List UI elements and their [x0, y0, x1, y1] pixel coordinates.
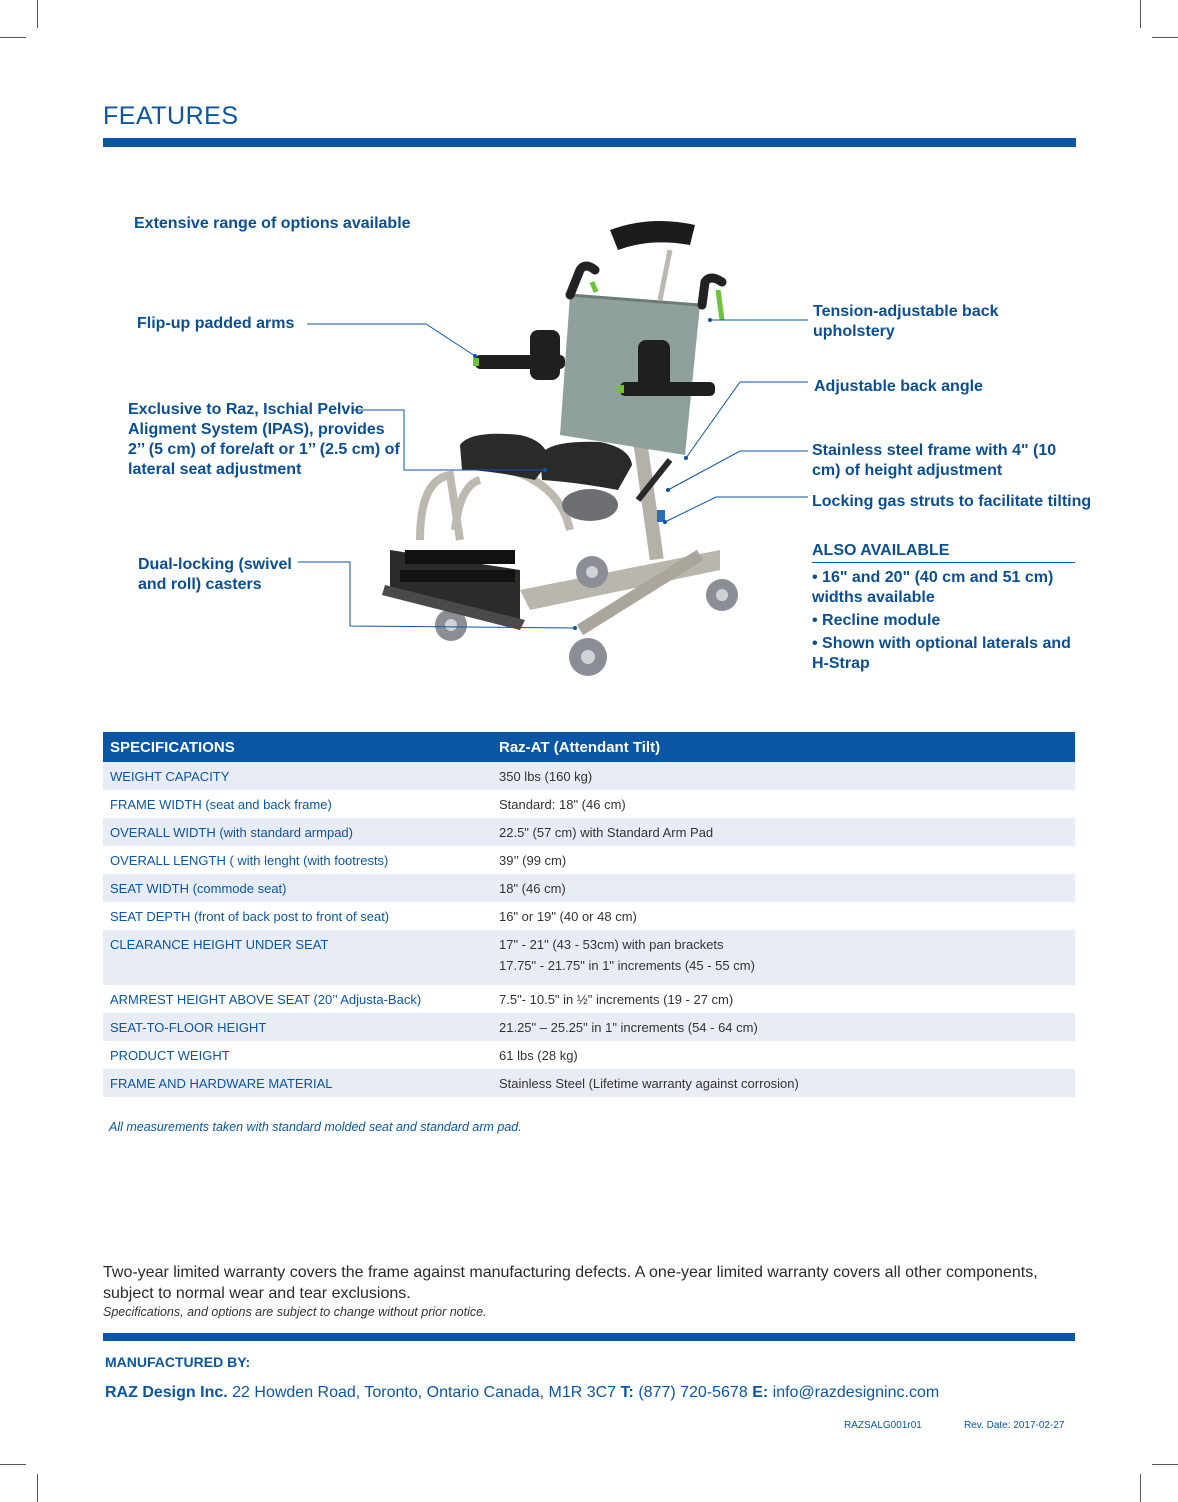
table-row — [103, 762, 1075, 790]
callout-stainless-frame: Stainless steel frame with 4" (10 cm) of height adjustment — [812, 442, 1057, 479]
also-available-item: • 16" and 20" (40 cm and 51 cm) widths available — [812, 569, 1054, 606]
revision-date: Rev. Date: 2017-02-27 — [964, 1420, 1065, 1431]
callout-flip-up-arms: Flip-up padded arms — [137, 315, 295, 332]
spec-value: 350 lbs (160 kg) — [492, 762, 1075, 790]
also-available-list — [812, 568, 1077, 677]
manufactured-by-title: MANUFACTURED BY: — [105, 1354, 251, 1370]
also-available-divider — [812, 562, 1075, 563]
change-notice: Specifications, and options are subject to change without prior notice. — [103, 1305, 487, 1319]
spec-label: FRAME WIDTH (seat and back frame) — [110, 796, 332, 812]
phone-label: T: — [620, 1384, 634, 1401]
callout-gas-struts: Locking gas struts to facilitate tilting — [812, 493, 1092, 510]
spec-value — [492, 930, 1075, 985]
manufacturer-contact-line — [105, 1384, 939, 1402]
company-name: RAZ Design Inc. — [105, 1384, 228, 1401]
spec-value-line: 17.75" - 21.75" in 1" increments (45 - 55 cm) — [499, 958, 755, 973]
footer-divider — [103, 1333, 1075, 1341]
features-title: FEATURES — [103, 102, 239, 130]
table-row — [103, 1041, 1075, 1069]
callout-casters: Dual-locking (swivel and roll) casters — [138, 556, 292, 593]
also-available-title: ALSO AVAILABLE — [812, 542, 950, 559]
spec-label: ARMREST HEIGHT ABOVE SEAT (20’’ Adjusta-Back) — [110, 991, 422, 1007]
spec-label: CLEARANCE HEIGHT UNDER SEAT — [103, 930, 492, 985]
spec-label: WEIGHT CAPACITY — [103, 762, 492, 790]
table-row — [103, 985, 1075, 1013]
table-row — [103, 1069, 1075, 1097]
table-row — [103, 930, 1075, 985]
email-address[interactable]: info@razdesigninc.com — [772, 1384, 940, 1401]
callout-back-upholstery: Tension-adjustable back upholstery — [813, 303, 999, 340]
spec-label: OVERALL WIDTH (with standard armpad) — [103, 818, 492, 846]
callout-ipas: Exclusive to Raz, Ischial Pelvic Aligment System (IPAS), provides 2’’ (5 cm) of fore/aft or 1’’ (2.5 cm) of lateral seat adjustment — [128, 401, 400, 478]
spec-value-line: 17" - 21" (43 - 53cm) with pan brackets — [499, 937, 724, 952]
email-label: E: — [752, 1384, 769, 1401]
table-row — [103, 818, 1075, 846]
table-header-row — [103, 732, 1075, 762]
spec-label: OVERALL LENGTH ( with lenght (with footrests) — [110, 852, 389, 868]
table-row — [103, 1013, 1075, 1041]
table-row — [103, 874, 1075, 902]
spec-label: SEAT DEPTH (front of back post to front of seat) — [110, 908, 390, 924]
spec-value: 61 lbs (28 kg) — [499, 1047, 578, 1063]
also-available-item: • Shown with optional laterals and H-Strap — [812, 635, 1071, 672]
spec-header-model: Raz-AT (Attendant Tilt) — [492, 732, 1075, 762]
spec-value: 22.5" (57 cm) with Standard Arm Pad — [492, 818, 1075, 846]
specifications-table — [103, 732, 1075, 1097]
callout-options: Extensive range of options available — [134, 215, 411, 232]
document-code: RAZSALG001r01 — [844, 1420, 922, 1431]
table-row — [103, 902, 1075, 930]
spec-label: FRAME AND HARDWARE MATERIAL — [103, 1069, 492, 1097]
company-address: 22 Howden Road, Toronto, Ontario Canada, M1R 3C7 — [232, 1384, 617, 1401]
callout-back-angle: Adjustable back angle — [814, 378, 983, 395]
spec-header-label: SPECIFICATIONS — [103, 732, 492, 762]
spec-label: PRODUCT WEIGHT — [110, 1047, 230, 1063]
warranty-text: Two-year limited warranty covers the frame against manufacturing defects. A one-year limited warranty covers all other components, subject to normal wear and tear exclusions. — [103, 1264, 1038, 1302]
spec-label: SEAT-TO-FLOOR HEIGHT — [103, 1013, 492, 1041]
table-row — [103, 846, 1075, 874]
phone-number: (877) 720-5678 — [638, 1384, 748, 1401]
spec-value: 7.5"- 10.5" in ½" increments (19 - 27 cm) — [499, 991, 734, 1007]
table-row — [103, 790, 1075, 818]
spec-value: Stainless Steel (Lifetime warranty against corrosion) — [492, 1069, 1075, 1097]
spec-value: Standard: 18" (46 cm) — [499, 796, 626, 812]
measurements-note: All measurements taken with standard molded seat and standard arm pad. — [109, 1120, 522, 1134]
spec-value: 18" (46 cm) — [492, 874, 1075, 902]
spec-label: SEAT WIDTH (commode seat) — [103, 874, 492, 902]
also-available-item: • Recline module — [812, 612, 941, 629]
spec-value: 39’’ (99 cm) — [499, 852, 567, 868]
spec-value: 21.25" – 25.25" in 1" increments (54 - 64 cm) — [492, 1013, 1075, 1041]
spec-value: 16" or 19" (40 or 48 cm) — [499, 908, 637, 924]
